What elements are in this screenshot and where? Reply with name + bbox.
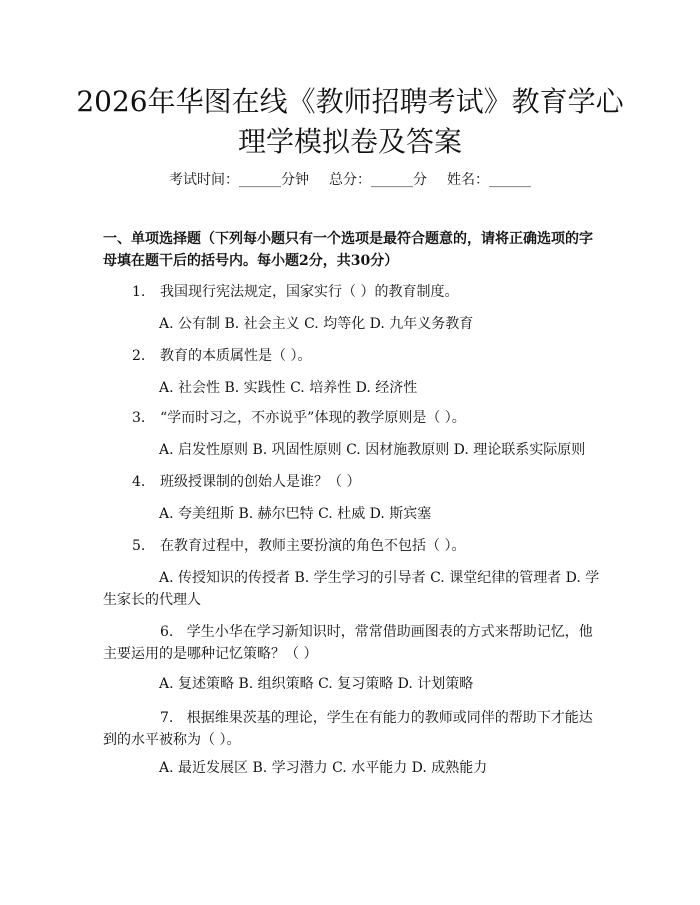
question-number: 7. xyxy=(160,710,174,726)
question-text: 班级授课制的创始人是谁？（ ） xyxy=(160,474,361,490)
section-heading: 一、单项选择题（下列每小题只有一个选项是最符合题意的，请将正确选项的字母填在题干后的括号内。每小题2分，共30分） xyxy=(103,231,593,269)
exam-info-line xyxy=(0,170,700,190)
question-6-options: A. 复述策略 B. 组织策略 C. 复习策略 D. 计划策略 xyxy=(159,676,474,692)
question-text: 根据维果茨基的理论，学生在有能力的教师或同伴的帮助下才能达到的水平被称为（ ）。 xyxy=(103,710,593,748)
question-text: 在教育过程中，教师主要扮演的角色不包括（ ）。 xyxy=(160,538,466,554)
question-number: 5. xyxy=(132,538,146,554)
question-number: 1. xyxy=(132,284,146,300)
question-4 xyxy=(103,471,601,493)
question-number: 3. xyxy=(132,410,146,426)
exam-score-field: 总分：______分 xyxy=(329,172,427,188)
question-number: 6. xyxy=(160,624,174,640)
question-1-options: A. 公有制 B. 社会主义 C. 均等化 D. 九年义务教育 xyxy=(159,316,474,332)
question-3-options: A. 启发性原则 B. 巩固性原则 C. 因材施教原则 D. 理论联系实际原则 xyxy=(159,442,586,458)
question-3 xyxy=(103,407,601,429)
question-text: 学生小华在学习新知识时，常常借助画图表的方式来帮助记忆，他主要运用的是哪种记忆策略？（ ） xyxy=(103,624,593,662)
question-2 xyxy=(103,345,601,367)
question-number: 4. xyxy=(132,474,146,490)
question-5-options: A. 传授知识的传授者 B. 学生学习的引导者 C. 课堂纪律的管理者 D. 学生家长的代理人 xyxy=(103,570,600,608)
question-5 xyxy=(103,535,601,557)
question-6 xyxy=(103,621,601,665)
question-text: 教育的本质属性是（ ）。 xyxy=(160,348,312,364)
question-4-options: A. 夸美纽斯 B. 赫尔巴特 C. 杜威 D. 斯宾塞 xyxy=(159,506,432,522)
question-number: 2. xyxy=(132,348,146,364)
question-text: “学而时习之，不亦说乎”体现的教学原则是（ ）。 xyxy=(160,410,466,426)
exam-name-field: 姓名：______ xyxy=(447,172,531,188)
question-1 xyxy=(103,281,601,303)
exam-time-field: 考试时间：______分钟 xyxy=(169,172,309,188)
question-7-options: A. 最近发展区 B. 学习潜力 C. 水平能力 D. 成熟能力 xyxy=(159,760,488,776)
document-title: 2026年华图在线《教师招聘考试》教育学心理学模拟卷及答案 xyxy=(76,85,624,158)
question-7 xyxy=(103,707,601,751)
question-text: 我国现行宪法规定，国家实行（ ）的教育制度。 xyxy=(160,284,459,300)
question-2-options: A. 社会性 B. 实践性 C. 培养性 D. 经济性 xyxy=(159,380,418,396)
